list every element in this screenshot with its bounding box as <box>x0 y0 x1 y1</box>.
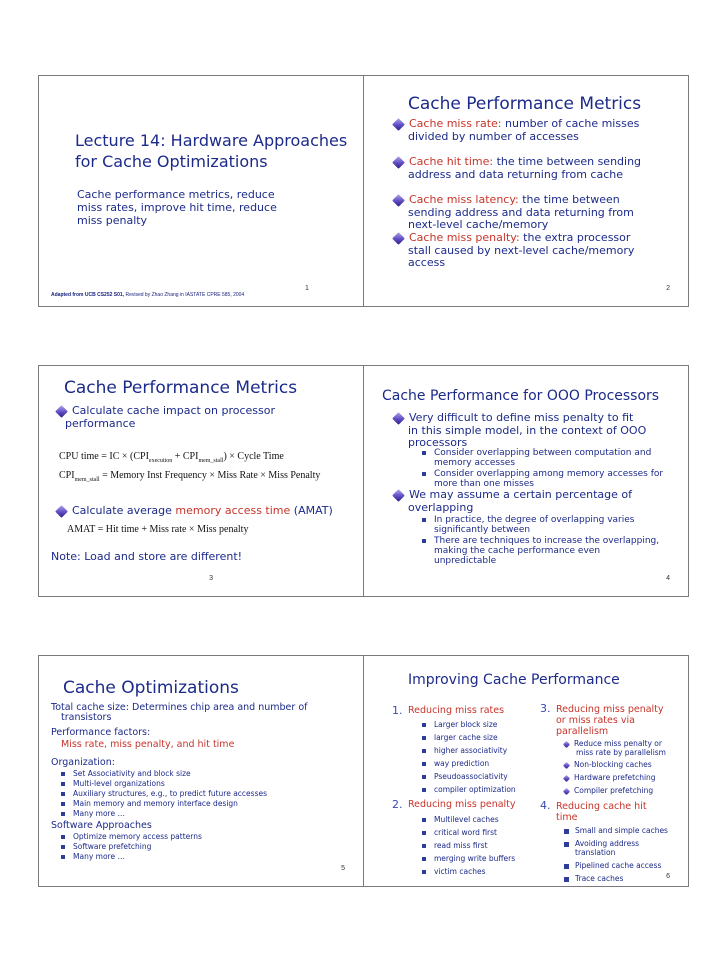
square-bullet-icon <box>61 812 65 816</box>
sub-overlap-memory: Consider overlapping among memory accesses for more than one misses <box>422 469 682 489</box>
miss-rate-item: compiler optimization <box>422 785 516 795</box>
organization-item: Set Associativity and block size <box>61 769 191 779</box>
miss-rate-item: larger cache size <box>422 733 498 743</box>
bullet-gem-icon <box>392 156 405 169</box>
bullet-gem-icon <box>55 505 68 518</box>
square-bullet-icon <box>422 844 426 848</box>
parallelism-item: Non-blocking caches <box>564 760 652 770</box>
miss-rate-item: way prediction <box>422 759 489 769</box>
bullet-gem-icon <box>563 740 570 747</box>
organization-item: Multi-level organizations <box>61 779 165 789</box>
organization-item: Auxiliary structures, e.g., to predict future accesses <box>61 789 267 799</box>
hit-time-item: Trace caches <box>564 874 623 884</box>
square-bullet-icon <box>61 845 65 849</box>
section-number-1: 1. <box>392 704 403 717</box>
lecture-title-line-1: Lecture 14: Hardware Approaches <box>75 131 348 150</box>
bullet-gem-icon <box>563 774 570 781</box>
square-bullet-icon <box>61 772 65 776</box>
performance-factors: Miss rate, miss penalty, and hit time <box>61 739 235 750</box>
bullet-gem-icon <box>392 194 405 207</box>
slide-title: Cache Optimizations <box>63 678 239 698</box>
section-heading-miss-rates: Reducing miss rates <box>408 705 505 716</box>
miss-penalty-item: Multilevel caches <box>422 815 499 825</box>
square-bullet-icon <box>422 518 426 522</box>
section-number-3: 3. <box>540 702 551 715</box>
miss-penalty-item: critical word first <box>422 828 497 838</box>
square-bullet-icon <box>422 775 426 779</box>
slide-2 <box>363 75 689 307</box>
organization-item: Main memory and memory interface design <box>61 799 238 809</box>
section-number-4: 4. <box>540 799 551 812</box>
page-number: 6 <box>666 873 670 880</box>
bullet-cpu-impact: Calculate cache impact on processor performance <box>57 405 275 430</box>
square-bullet-icon <box>422 539 426 543</box>
square-bullet-icon <box>422 749 426 753</box>
square-bullet-icon <box>61 835 65 839</box>
square-bullet-icon <box>422 857 426 861</box>
square-bullet-icon <box>422 831 426 835</box>
parallelism-item: Compiler prefetching <box>564 786 653 796</box>
sub-overlap-varies: In practice, the degree of overlapping varies significantly between <box>422 515 682 535</box>
square-bullet-icon <box>61 792 65 796</box>
page-number: 4 <box>666 575 670 582</box>
miss-rate-item: Larger block size <box>422 720 497 730</box>
bullet-overlap-percentage: We may assume a certain percentage of overlapping <box>394 489 684 514</box>
sub-overlap-computation: Consider overlapping between computation and memory accesses <box>422 448 682 468</box>
page-number: 1 <box>305 285 309 292</box>
square-bullet-icon <box>61 802 65 806</box>
lecture-desc-2: miss rates, improve hit time, reduce <box>77 201 277 214</box>
square-bullet-icon <box>422 472 426 476</box>
slide-5 <box>38 655 364 887</box>
slide-title: Cache Performance Metrics <box>408 94 642 114</box>
section-number-2: 2. <box>392 798 403 811</box>
software-item: Optimize memory access patterns <box>61 832 202 842</box>
square-bullet-icon <box>564 877 569 882</box>
square-bullet-icon <box>422 762 426 766</box>
hit-time-item: Pipelined cache access <box>564 861 661 871</box>
page-number: 5 <box>341 865 345 872</box>
square-bullet-icon <box>564 864 569 869</box>
square-bullet-icon <box>564 842 569 847</box>
bullet-gem-icon <box>392 412 405 425</box>
parallelism-item: Hardware prefetching <box>564 773 656 783</box>
miss-penalty-item: read miss first <box>422 841 488 851</box>
software-approaches-label: Software Approaches <box>51 820 152 831</box>
slide-6 <box>363 655 689 887</box>
slide-title: Cache Performance Metrics <box>64 378 298 398</box>
section-heading-hit-time: Reducing cache hit time <box>556 801 647 823</box>
amat-formula: AMAT = Hit time + Miss rate × Miss penalty <box>67 524 249 535</box>
square-bullet-icon <box>61 782 65 786</box>
metric-miss-latency: Cache miss latency: the time between sending address and data returning from next-level cache/memory <box>394 194 684 232</box>
bullet-gem-icon <box>392 232 405 245</box>
bullet-gem-icon <box>392 489 405 502</box>
credit-bold: Adapted from UCB CS252 S01, <box>51 292 125 298</box>
bullet-gem-icon <box>55 405 68 418</box>
software-item: Many more … <box>61 852 125 862</box>
total-cache-size: Total cache size: Determines chip area and number of transistors <box>51 702 308 723</box>
credit-rest: Revised by Zhao Zhang in IASTATE CPRE 585, 2004 <box>124 292 245 298</box>
load-store-note: Note: Load and store are different! <box>51 550 243 563</box>
lecture-desc-3: miss penalty <box>77 214 148 227</box>
square-bullet-icon <box>61 855 65 859</box>
metric-hit-time: Cache hit time: the time between sending address and data returning from cache <box>394 156 684 181</box>
slide-4 <box>363 365 689 597</box>
section-heading-parallelism: Reducing miss penalty or miss rates via parallelism <box>556 704 664 737</box>
bullet-gem-icon <box>563 787 570 794</box>
bullet-gem-icon <box>392 118 405 131</box>
miss-penalty-item: victim caches <box>422 867 485 877</box>
slide-title: Improving Cache Performance <box>408 672 620 688</box>
square-bullet-icon <box>422 736 426 740</box>
square-bullet-icon <box>422 788 426 792</box>
slide-3 <box>38 365 364 597</box>
square-bullet-icon <box>422 818 426 822</box>
hit-time-item: Small and simple caches <box>564 826 668 836</box>
square-bullet-icon <box>422 723 426 727</box>
slide-title: Cache Performance for OOO Processors <box>382 388 660 404</box>
miss-rate-item: higher associativity <box>422 746 507 756</box>
lecture-title-line-2: for Cache Optimizations <box>75 152 268 171</box>
miss-rate-item: Pseudoassociativity <box>422 772 508 782</box>
section-heading-miss-penalty: Reducing miss penalty <box>408 799 516 810</box>
organization-label: Organization: <box>51 757 115 768</box>
organization-item: Many more … <box>61 809 125 819</box>
slide-1 <box>38 75 364 307</box>
miss-penalty-item: merging write buffers <box>422 854 515 864</box>
bullet-gem-icon <box>563 761 570 768</box>
square-bullet-icon <box>422 870 426 874</box>
metric-miss-rate: Cache miss rate: number of cache misses divided by number of accesses <box>394 118 684 143</box>
software-item: Software prefetching <box>61 842 151 852</box>
square-bullet-icon <box>422 451 426 455</box>
sub-overlap-techniques: There are techniques to increase the overlapping, making the cache performance even unpredictable <box>422 536 682 566</box>
page-number: 2 <box>666 285 670 292</box>
performance-factors-label: Performance factors: <box>51 727 151 738</box>
cpi-mem-stall-formula: $CPI_{mem\_stall}$ = Memory Inst Frequency × Miss Rate × Miss Penalty <box>59 470 321 483</box>
parallelism-item: Reduce miss penalty or miss rate by parallelism <box>564 739 666 757</box>
slide-credit <box>51 292 244 298</box>
bullet-miss-penalty-difficulty: Very difficult to define miss penalty to fit in this simple model, in the context of OOO processors <box>394 412 684 450</box>
cpu-time-formula: CPU time = IC × $(CPI_{execution} + CPI_{mem\_stall})$ × Cycle Time <box>59 451 284 464</box>
page-number: 3 <box>209 575 213 582</box>
square-bullet-icon <box>564 829 569 834</box>
metric-miss-penalty: Cache miss penalty: the extra processor stall caused by next-level cache/memory access <box>394 232 684 270</box>
lecture-desc-1: Cache performance metrics, reduce <box>77 188 275 201</box>
hit-time-item: Avoiding address translation <box>564 839 639 857</box>
bullet-amat: Calculate average memory access time (AMAT) <box>57 505 333 518</box>
